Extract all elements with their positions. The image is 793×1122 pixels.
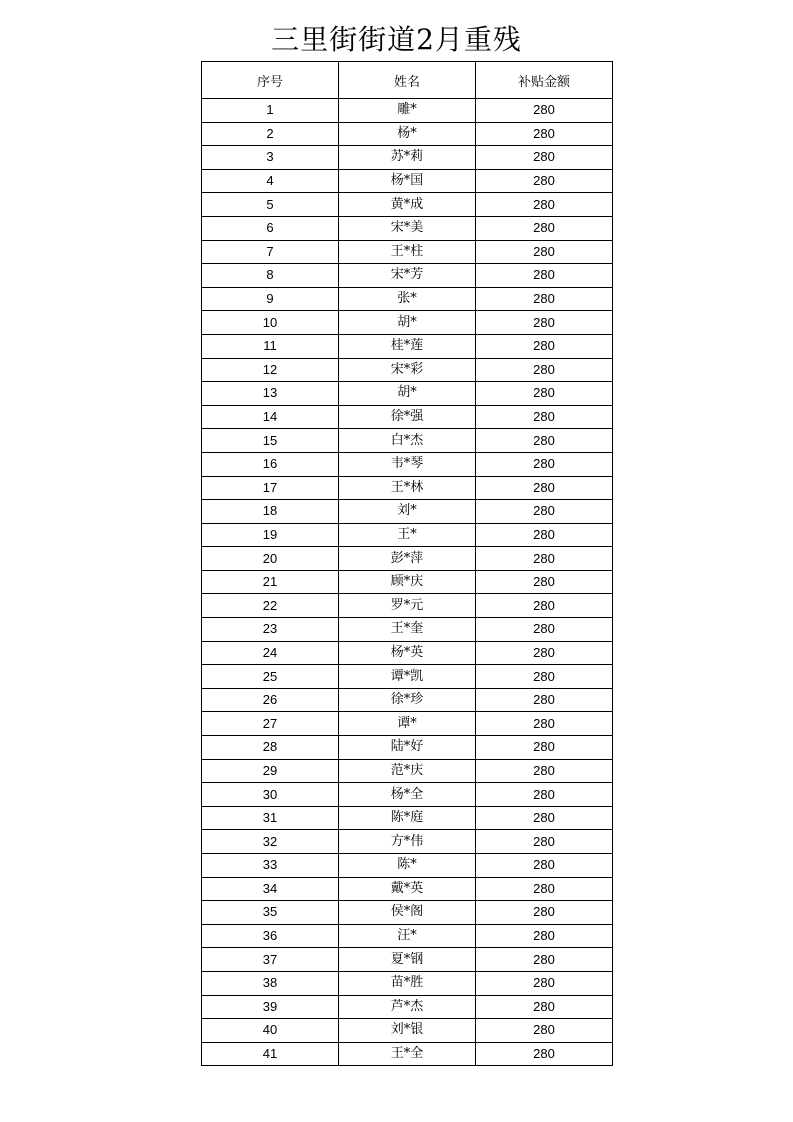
row-index: 20 [202,547,339,571]
row-amount: 280 [476,736,613,760]
row-amount: 280 [476,854,613,878]
row-index: 41 [202,1042,339,1066]
row-index: 38 [202,971,339,995]
row-name: 陈* [339,854,476,878]
row-name: 白*杰 [339,429,476,453]
table-row [202,500,613,524]
row-amount: 280 [476,452,613,476]
row-name: 黄*成 [339,193,476,217]
row-amount: 280 [476,901,613,925]
row-amount: 280 [476,311,613,335]
row-name: 罗*元 [339,594,476,618]
row-name: 王*柱 [339,240,476,264]
row-amount: 280 [476,216,613,240]
table-row [202,736,613,760]
row-name: 方*伟 [339,830,476,854]
row-index: 11 [202,334,339,358]
row-index: 23 [202,618,339,642]
row-name: 杨*全 [339,783,476,807]
table-row [202,594,613,618]
row-name: 徐*强 [339,405,476,429]
row-amount: 280 [476,570,613,594]
row-amount: 280 [476,500,613,524]
row-name: 韦*琴 [339,452,476,476]
table-row [202,948,613,972]
row-name: 夏*钢 [339,948,476,972]
header-row [202,62,613,99]
row-name: 胡* [339,382,476,406]
row-amount: 280 [476,995,613,1019]
row-amount: 280 [476,358,613,382]
table-row [202,806,613,830]
row-amount: 280 [476,122,613,146]
subsidy-table [201,61,613,1066]
table-row [202,122,613,146]
row-amount: 280 [476,783,613,807]
row-index: 3 [202,146,339,170]
table-row [202,1019,613,1043]
table-row [202,1042,613,1066]
row-name: 汪* [339,924,476,948]
row-amount: 280 [476,641,613,665]
row-amount: 280 [476,240,613,264]
table-row [202,452,613,476]
row-amount: 280 [476,759,613,783]
row-index: 21 [202,570,339,594]
row-amount: 280 [476,547,613,571]
row-name: 杨*国 [339,169,476,193]
table-row [202,358,613,382]
row-amount: 280 [476,806,613,830]
row-amount: 280 [476,594,613,618]
row-name: 张* [339,287,476,311]
row-amount: 280 [476,193,613,217]
row-name: 杨*英 [339,641,476,665]
row-index: 12 [202,358,339,382]
row-name: 刘*银 [339,1019,476,1043]
row-index: 5 [202,193,339,217]
row-index: 13 [202,382,339,406]
row-name: 陈*庭 [339,806,476,830]
table-row [202,688,613,712]
row-amount: 280 [476,523,613,547]
row-name: 杨* [339,122,476,146]
row-name: 刘* [339,500,476,524]
row-name: 谭*凯 [339,665,476,689]
row-index: 33 [202,854,339,878]
table-row [202,334,613,358]
row-name: 戴*英 [339,877,476,901]
row-amount: 280 [476,287,613,311]
row-amount: 280 [476,971,613,995]
table-row [202,924,613,948]
row-name: 雕* [339,99,476,123]
table-row [202,618,613,642]
row-name: 宋*芳 [339,264,476,288]
row-name: 王* [339,523,476,547]
row-amount: 280 [476,924,613,948]
row-index: 14 [202,405,339,429]
row-amount: 280 [476,99,613,123]
table-row [202,146,613,170]
table-row [202,476,613,500]
row-name: 谭* [339,712,476,736]
row-index: 9 [202,287,339,311]
table-row [202,712,613,736]
row-index: 29 [202,759,339,783]
table-row [202,240,613,264]
row-amount: 280 [476,830,613,854]
row-index: 31 [202,806,339,830]
row-name: 范*庆 [339,759,476,783]
table-row [202,287,613,311]
row-index: 2 [202,122,339,146]
row-name: 芦*杰 [339,995,476,1019]
row-name: 宋*美 [339,216,476,240]
row-index: 40 [202,1019,339,1043]
table-row [202,264,613,288]
row-index: 39 [202,995,339,1019]
row-name: 桂*莲 [339,334,476,358]
row-amount: 280 [476,665,613,689]
row-amount: 280 [476,1019,613,1043]
row-amount: 280 [476,712,613,736]
row-index: 22 [202,594,339,618]
row-index: 37 [202,948,339,972]
header-index: 序号 [202,62,339,99]
row-index: 28 [202,736,339,760]
row-amount: 280 [476,1042,613,1066]
table-row [202,901,613,925]
table-row [202,547,613,571]
table-row [202,405,613,429]
row-amount: 280 [476,877,613,901]
table-row [202,641,613,665]
table-row [202,382,613,406]
table-row [202,193,613,217]
row-amount: 280 [476,334,613,358]
row-name: 宋*彩 [339,358,476,382]
row-name: 侯*阁 [339,901,476,925]
row-amount: 280 [476,688,613,712]
row-name: 顾*庆 [339,570,476,594]
row-index: 18 [202,500,339,524]
row-name: 苏*莉 [339,146,476,170]
row-index: 30 [202,783,339,807]
table-row [202,971,613,995]
table-row [202,216,613,240]
row-index: 4 [202,169,339,193]
row-name: 王*全 [339,1042,476,1066]
row-amount: 280 [476,429,613,453]
table-row [202,570,613,594]
row-amount: 280 [476,476,613,500]
header-name: 姓名 [339,62,476,99]
row-index: 26 [202,688,339,712]
row-index: 6 [202,216,339,240]
row-amount: 280 [476,146,613,170]
table-row [202,830,613,854]
row-index: 16 [202,452,339,476]
row-name: 苗*胜 [339,971,476,995]
row-index: 19 [202,523,339,547]
row-name: 胡* [339,311,476,335]
row-index: 7 [202,240,339,264]
table-row [202,169,613,193]
table-row [202,311,613,335]
header-amount: 补贴金额 [476,62,613,99]
row-index: 8 [202,264,339,288]
row-index: 24 [202,641,339,665]
row-index: 36 [202,924,339,948]
table-row [202,995,613,1019]
table-row [202,99,613,123]
table-row [202,523,613,547]
row-amount: 280 [476,618,613,642]
row-amount: 280 [476,169,613,193]
row-name: 徐*珍 [339,688,476,712]
row-amount: 280 [476,948,613,972]
row-index: 25 [202,665,339,689]
page-title: 三里街街道2月重残 [271,23,522,56]
row-name: 彭*萍 [339,547,476,571]
table-row [202,665,613,689]
row-index: 32 [202,830,339,854]
row-name: 王*林 [339,476,476,500]
row-amount: 280 [476,382,613,406]
row-name: 王*奎 [339,618,476,642]
table-row [202,759,613,783]
row-index: 10 [202,311,339,335]
row-index: 35 [202,901,339,925]
row-amount: 280 [476,405,613,429]
row-index: 15 [202,429,339,453]
row-amount: 280 [476,264,613,288]
table-row [202,854,613,878]
table-row [202,429,613,453]
row-index: 1 [202,99,339,123]
row-index: 27 [202,712,339,736]
row-name: 陆*好 [339,736,476,760]
table-row [202,877,613,901]
table-row [202,783,613,807]
row-index: 17 [202,476,339,500]
row-index: 34 [202,877,339,901]
